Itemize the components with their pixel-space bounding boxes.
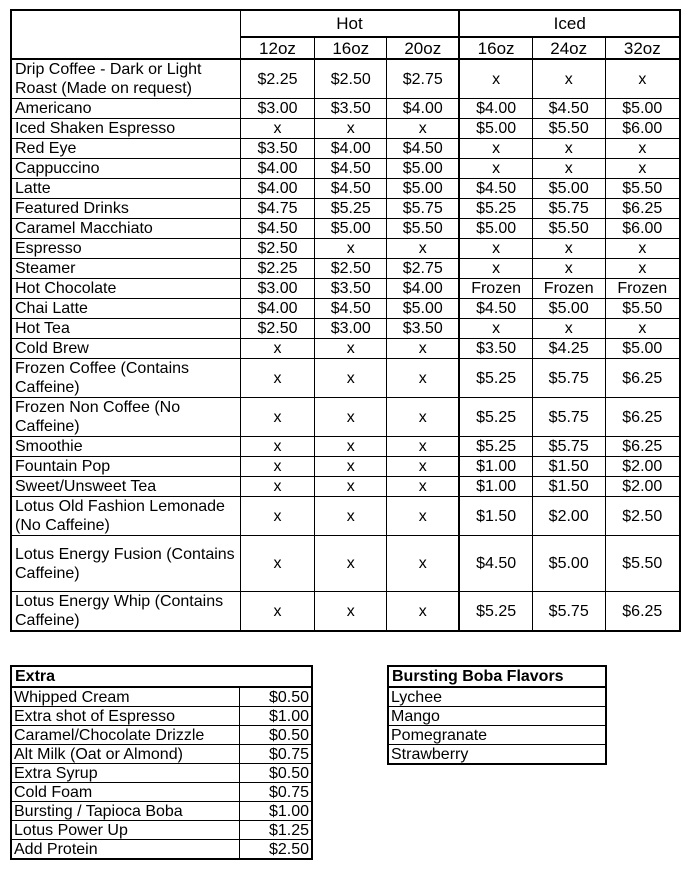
- group-header-hot: Hot: [240, 10, 459, 37]
- extra-row: [11, 745, 312, 764]
- table-row: [11, 199, 680, 219]
- price-cell: $4.75: [240, 199, 315, 219]
- price-cell: x: [459, 259, 532, 279]
- flavor-row: [388, 687, 606, 707]
- price-cell: Frozen: [459, 279, 532, 299]
- price-cell: x: [387, 437, 460, 457]
- price-cell: x: [605, 139, 680, 159]
- price-cell: x: [387, 457, 460, 477]
- drink-name: Cold Brew: [11, 339, 240, 359]
- price-cell: Frozen: [532, 279, 605, 299]
- table-row: [11, 219, 680, 239]
- price-cell: $5.75: [387, 199, 460, 219]
- price-cell: $4.50: [240, 219, 315, 239]
- size-header: 12oz: [240, 37, 315, 59]
- size-header: 32oz: [605, 37, 680, 59]
- price-cell: $5.50: [605, 536, 680, 592]
- drink-name: Chai Latte: [11, 299, 240, 319]
- price-cell: x: [459, 239, 532, 259]
- price-cell: x: [240, 536, 315, 592]
- price-cell: x: [387, 119, 460, 139]
- price-cell: x: [240, 497, 315, 536]
- extra-name: Caramel/Chocolate Drizzle: [11, 726, 239, 745]
- extras-table: [10, 665, 313, 860]
- table-row: [11, 457, 680, 477]
- drink-name: Featured Drinks: [11, 199, 240, 219]
- price-cell: x: [315, 457, 387, 477]
- price-cell: x: [315, 359, 387, 398]
- price-cell: x: [315, 437, 387, 457]
- price-cell: $5.00: [387, 299, 460, 319]
- price-cell: $4.00: [459, 99, 532, 119]
- price-cell: $5.00: [459, 219, 532, 239]
- extra-row: [11, 783, 312, 802]
- drink-name: Lotus Energy Whip (Contains Caffeine): [11, 592, 240, 632]
- drink-name: Lotus Energy Fusion (Contains Caffeine): [11, 536, 240, 592]
- drink-name: Americano: [11, 99, 240, 119]
- price-cell: $4.50: [459, 299, 532, 319]
- extra-row: [11, 687, 312, 707]
- price-cell: x: [532, 319, 605, 339]
- price-cell: x: [605, 159, 680, 179]
- price-cell: $2.00: [605, 457, 680, 477]
- drink-name: Smoothie: [11, 437, 240, 457]
- price-cell: x: [240, 359, 315, 398]
- extra-row: [11, 840, 312, 860]
- price-cell: $2.50: [605, 497, 680, 536]
- extra-price: $1.25: [239, 821, 312, 840]
- price-cell: x: [605, 259, 680, 279]
- drink-name: Hot Tea: [11, 319, 240, 339]
- boba-title: Bursting Boba Flavors: [388, 666, 606, 687]
- price-cell: $6.25: [605, 437, 680, 457]
- price-cell: $5.25: [459, 437, 532, 457]
- price-cell: $2.75: [387, 59, 460, 99]
- price-cell: $5.75: [532, 592, 605, 632]
- group-header-iced: Iced: [459, 10, 680, 37]
- price-cell: $2.00: [605, 477, 680, 497]
- price-cell: x: [605, 319, 680, 339]
- price-cell: x: [532, 139, 605, 159]
- price-cell: $5.00: [387, 179, 460, 199]
- price-cell: $5.25: [459, 398, 532, 437]
- price-cell: x: [387, 497, 460, 536]
- price-cell: $4.50: [459, 536, 532, 592]
- extra-price: $1.00: [239, 707, 312, 726]
- price-cell: $5.50: [532, 219, 605, 239]
- price-cell: x: [240, 437, 315, 457]
- price-cell: $5.00: [459, 119, 532, 139]
- price-cell: $4.00: [315, 139, 387, 159]
- price-cell: $5.00: [605, 99, 680, 119]
- price-cell: $6.25: [605, 359, 680, 398]
- drink-price-table: [10, 9, 681, 632]
- extra-price: $1.00: [239, 802, 312, 821]
- table-row: [11, 339, 680, 359]
- extra-price: $0.75: [239, 783, 312, 802]
- price-cell: x: [240, 119, 315, 139]
- size-header: 16oz: [315, 37, 387, 59]
- price-cell: x: [240, 477, 315, 497]
- price-cell: $5.25: [459, 359, 532, 398]
- extra-name: Bursting / Tapioca Boba: [11, 802, 239, 821]
- price-cell: $3.00: [240, 279, 315, 299]
- price-cell: x: [315, 339, 387, 359]
- table-row: [11, 319, 680, 339]
- price-cell: x: [315, 239, 387, 259]
- price-cell: $5.75: [532, 398, 605, 437]
- drink-name: Lotus Old Fashion Lemonade (No Caffeine): [11, 497, 240, 536]
- table-row: [11, 437, 680, 457]
- price-cell: x: [315, 497, 387, 536]
- price-cell: x: [387, 477, 460, 497]
- table-row: [11, 99, 680, 119]
- price-cell: $6.25: [605, 199, 680, 219]
- price-cell: $2.25: [240, 259, 315, 279]
- drink-name: Steamer: [11, 259, 240, 279]
- table-row: [11, 592, 680, 632]
- price-cell: x: [387, 536, 460, 592]
- price-cell: $4.00: [387, 99, 460, 119]
- price-cell: x: [387, 239, 460, 259]
- price-cell: x: [387, 359, 460, 398]
- price-cell: x: [240, 457, 315, 477]
- price-cell: x: [459, 159, 532, 179]
- price-cell: $5.75: [532, 199, 605, 219]
- price-cell: Frozen: [605, 279, 680, 299]
- price-cell: x: [240, 592, 315, 632]
- table-row: [11, 159, 680, 179]
- price-cell: $5.00: [532, 179, 605, 199]
- extra-price: $0.75: [239, 745, 312, 764]
- price-cell: $2.00: [532, 497, 605, 536]
- price-cell: $4.50: [387, 139, 460, 159]
- price-cell: $5.50: [605, 179, 680, 199]
- drink-name: Frozen Coffee (Contains Caffeine): [11, 359, 240, 398]
- price-cell: $3.00: [315, 319, 387, 339]
- price-cell: $3.50: [387, 319, 460, 339]
- size-header: 20oz: [387, 37, 460, 59]
- extra-name: Cold Foam: [11, 783, 239, 802]
- price-cell: $5.25: [315, 199, 387, 219]
- boba-flavor: Strawberry: [388, 745, 606, 765]
- table-row: [11, 536, 680, 592]
- extra-price: $2.50: [239, 840, 312, 860]
- extra-row: [11, 726, 312, 745]
- price-cell: x: [532, 239, 605, 259]
- price-cell: $6.00: [605, 119, 680, 139]
- price-cell: x: [532, 59, 605, 99]
- table-row: [11, 139, 680, 159]
- extra-name: Extra Syrup: [11, 764, 239, 783]
- price-cell: $3.50: [240, 139, 315, 159]
- price-cell: x: [240, 398, 315, 437]
- flavor-row: [388, 726, 606, 745]
- price-cell: $5.25: [459, 199, 532, 219]
- price-cell: x: [387, 592, 460, 632]
- price-cell: $5.75: [532, 437, 605, 457]
- price-cell: x: [532, 159, 605, 179]
- size-header: 24oz: [532, 37, 605, 59]
- price-cell: $2.50: [315, 59, 387, 99]
- price-cell: $3.50: [459, 339, 532, 359]
- price-cell: x: [315, 592, 387, 632]
- price-cell: x: [240, 339, 315, 359]
- price-cell: $3.50: [315, 99, 387, 119]
- price-cell: $6.00: [605, 219, 680, 239]
- price-cell: $2.50: [240, 239, 315, 259]
- extra-name: Extra shot of Espresso: [11, 707, 239, 726]
- price-cell: $1.00: [459, 457, 532, 477]
- price-cell: $5.00: [532, 536, 605, 592]
- table-row: [11, 497, 680, 536]
- table-row: [11, 59, 680, 99]
- price-cell: $4.50: [459, 179, 532, 199]
- price-cell: $5.50: [605, 299, 680, 319]
- price-cell: $5.50: [532, 119, 605, 139]
- price-cell: $3.50: [315, 279, 387, 299]
- price-cell: $2.75: [387, 259, 460, 279]
- drink-name: Latte: [11, 179, 240, 199]
- drink-name: Espresso: [11, 239, 240, 259]
- drink-name: Hot Chocolate: [11, 279, 240, 299]
- price-cell: $4.50: [315, 179, 387, 199]
- drink-name: Drip Coffee - Dark or Light Roast (Made on request): [11, 59, 240, 99]
- extra-price: $0.50: [239, 687, 312, 707]
- price-cell: x: [605, 59, 680, 99]
- price-cell: $3.00: [240, 99, 315, 119]
- extra-row: [11, 802, 312, 821]
- price-cell: $5.00: [532, 299, 605, 319]
- price-cell: $6.25: [605, 592, 680, 632]
- drink-name: Iced Shaken Espresso: [11, 119, 240, 139]
- price-cell: $1.50: [532, 457, 605, 477]
- drink-name: Caramel Macchiato: [11, 219, 240, 239]
- drink-name: Cappuccino: [11, 159, 240, 179]
- extra-name: Lotus Power Up: [11, 821, 239, 840]
- extra-row: [11, 764, 312, 783]
- price-cell: x: [315, 119, 387, 139]
- price-cell: $1.00: [459, 477, 532, 497]
- price-cell: x: [459, 139, 532, 159]
- boba-flavors-table: [387, 665, 607, 765]
- table-row: [11, 359, 680, 398]
- extra-row: [11, 821, 312, 840]
- price-cell: $4.50: [315, 159, 387, 179]
- price-cell: $4.00: [240, 159, 315, 179]
- price-cell: $2.25: [240, 59, 315, 99]
- price-cell: $5.50: [387, 219, 460, 239]
- price-cell: x: [532, 259, 605, 279]
- table-row: [11, 279, 680, 299]
- price-cell: x: [315, 536, 387, 592]
- flavor-row: [388, 745, 606, 765]
- boba-flavor: Lychee: [388, 687, 606, 707]
- table-row: [11, 477, 680, 497]
- price-cell: x: [387, 398, 460, 437]
- price-cell: $2.50: [315, 259, 387, 279]
- extra-price: $0.50: [239, 726, 312, 745]
- drink-name: Sweet/Unsweet Tea: [11, 477, 240, 497]
- price-cell: $1.50: [532, 477, 605, 497]
- drink-name: Fountain Pop: [11, 457, 240, 477]
- extra-name: Whipped Cream: [11, 687, 239, 707]
- price-cell: $1.50: [459, 497, 532, 536]
- price-cell: x: [315, 477, 387, 497]
- price-cell: $2.50: [240, 319, 315, 339]
- price-cell: x: [387, 339, 460, 359]
- table-row: [11, 398, 680, 437]
- price-cell: $6.25: [605, 398, 680, 437]
- table-row: [11, 239, 680, 259]
- price-cell: $4.00: [240, 179, 315, 199]
- price-cell: $5.00: [315, 219, 387, 239]
- price-cell: x: [605, 239, 680, 259]
- extra-row: [11, 707, 312, 726]
- price-cell: x: [315, 398, 387, 437]
- drink-name: Red Eye: [11, 139, 240, 159]
- price-cell: $5.75: [532, 359, 605, 398]
- table-row: [11, 299, 680, 319]
- table-row: [11, 119, 680, 139]
- price-cell: $5.00: [387, 159, 460, 179]
- price-cell: $4.50: [532, 99, 605, 119]
- size-header: 16oz: [459, 37, 532, 59]
- price-cell: $4.00: [240, 299, 315, 319]
- extras-title: Extra: [11, 666, 312, 687]
- flavor-row: [388, 707, 606, 726]
- boba-flavor: Mango: [388, 707, 606, 726]
- price-cell: $4.25: [532, 339, 605, 359]
- price-cell: $4.00: [387, 279, 460, 299]
- table-row: [11, 179, 680, 199]
- drink-name: Frozen Non Coffee (No Caffeine): [11, 398, 240, 437]
- corner-cell: [11, 10, 240, 59]
- boba-flavor: Pomegranate: [388, 726, 606, 745]
- price-cell: $5.25: [459, 592, 532, 632]
- price-cell: $5.00: [605, 339, 680, 359]
- price-cell: x: [459, 319, 532, 339]
- price-cell: $4.50: [315, 299, 387, 319]
- extra-price: $0.50: [239, 764, 312, 783]
- price-cell: x: [459, 59, 532, 99]
- extra-name: Alt Milk (Oat or Almond): [11, 745, 239, 764]
- table-row: [11, 259, 680, 279]
- extra-name: Add Protein: [11, 840, 239, 860]
